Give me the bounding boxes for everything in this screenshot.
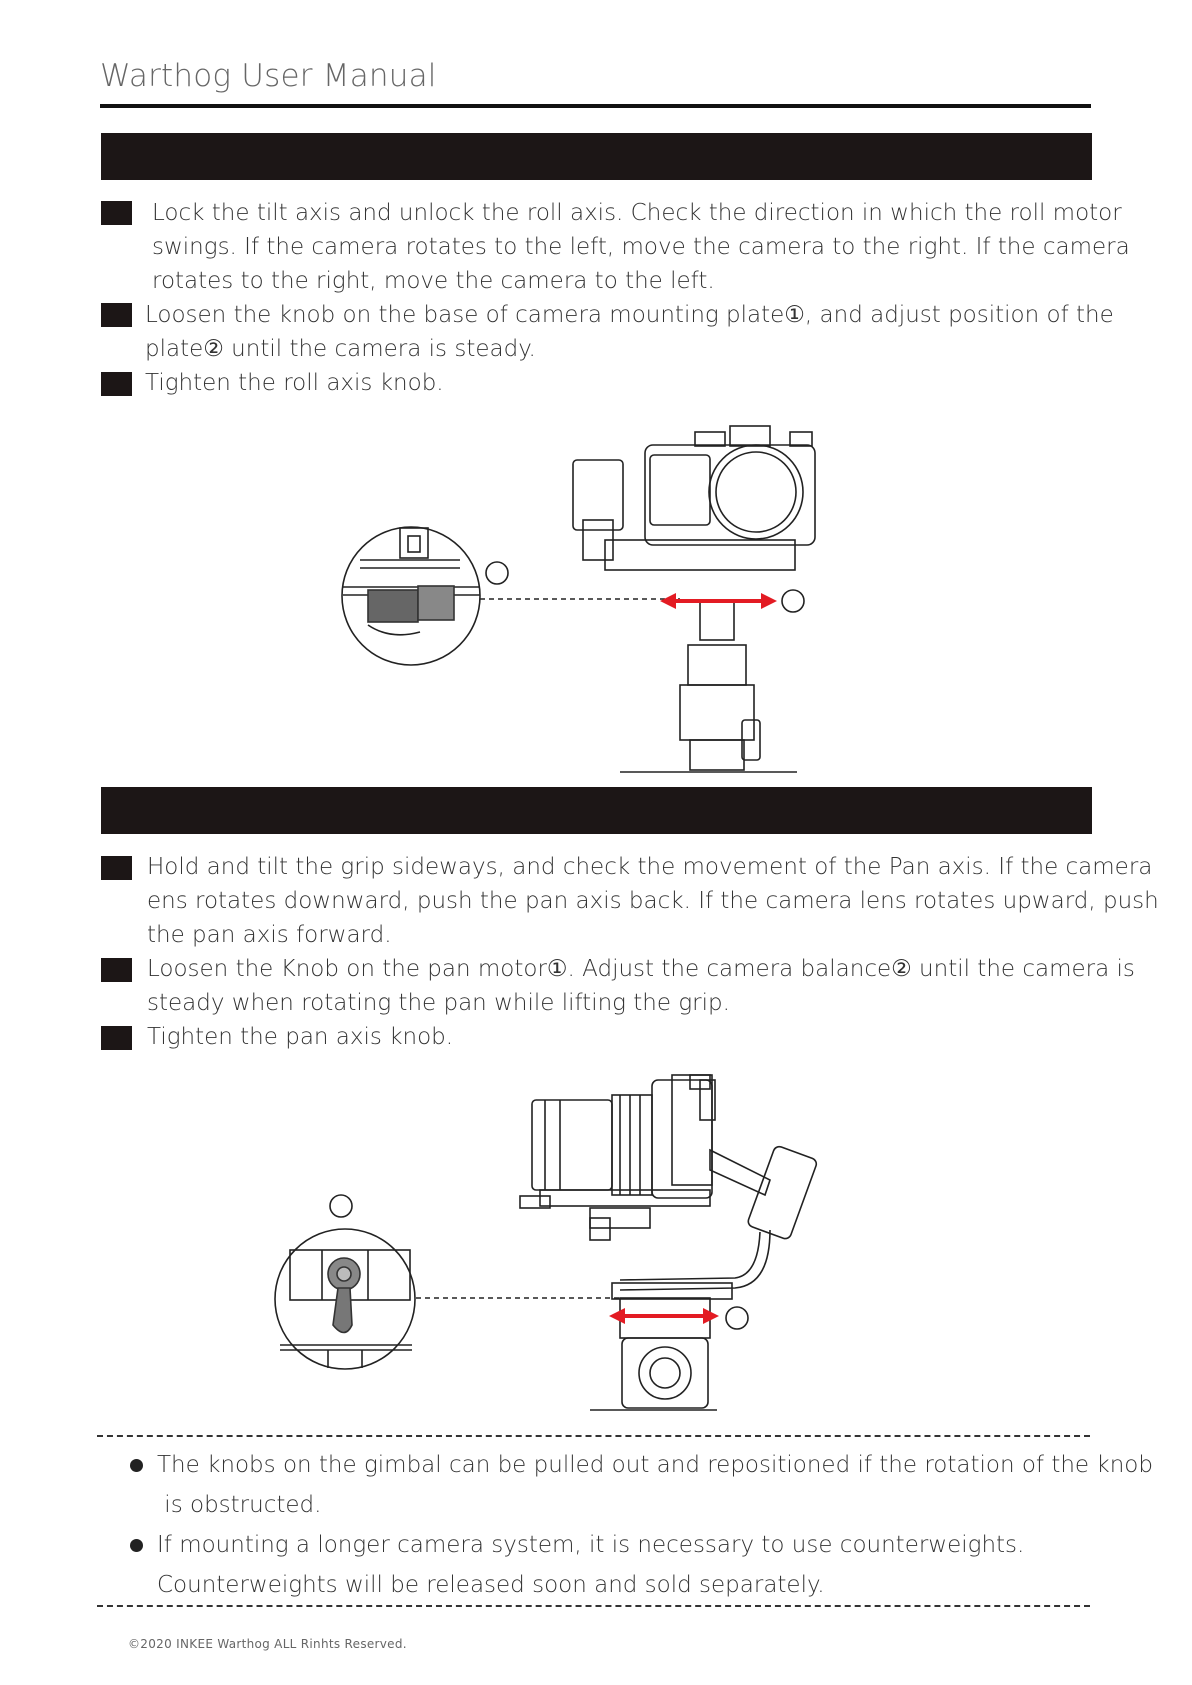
roll-adjust-arrow (660, 593, 777, 609)
header-rule (100, 104, 1091, 108)
page-title: Warthog User Manual (100, 58, 437, 94)
pan-step-1 (147, 850, 1159, 952)
note-bullet-1 (130, 1459, 143, 1472)
roll-knob-lever (418, 586, 454, 620)
pan-step-2 (147, 952, 1135, 1020)
roll-knob-magnifier (342, 527, 480, 665)
pan-knob-magnifier (275, 1229, 415, 1369)
section-bar-roll (101, 133, 1092, 180)
roll-knob-detail (368, 590, 418, 622)
note-1-line-1: The knobs on the gimbal can be pulled out and repositioned if the rotation of the knob (157, 1452, 1153, 1478)
roll-step-1-line-2: swings. If the camera rotates to the left, move the camera to the right. If the camera (152, 234, 1130, 260)
roll-step-2-line-2: plate② until the camera is steady. (145, 336, 536, 362)
note-1-line-2: is obstructed. (157, 1492, 322, 1518)
notes-divider-bottom (97, 1605, 1090, 1607)
step-marker-4 (101, 856, 132, 880)
note-1 (157, 1445, 1153, 1525)
pan-step-3 (147, 1020, 453, 1054)
notes-divider-top (97, 1435, 1090, 1437)
callout-circle-2b (726, 1307, 748, 1329)
roll-step-1-line-3: rotates to the right, move the camera to the left. (152, 268, 715, 294)
step-marker-3 (101, 372, 132, 396)
pan-step-1-line-2: ens rotates downward, push the pan axis back. If the camera lens rotates upward, push (147, 888, 1159, 914)
note-bullet-2 (130, 1539, 143, 1552)
step-marker-5 (101, 958, 132, 982)
pan-adjust-arrow (609, 1308, 719, 1324)
note-2-line-2: Counterweights will be released soon and sold separately. (157, 1572, 825, 1598)
note-2-line-1: If mounting a longer camera system, it is necessary to use counterweights. (157, 1532, 1025, 1558)
step-marker-2 (101, 303, 132, 327)
callout-circle-1b (330, 1195, 352, 1217)
section-bar-pan (101, 787, 1092, 834)
pan-knob (328, 1258, 360, 1290)
pan-step-1-line-3: the pan axis forward. (147, 922, 392, 948)
callout-circle-2 (782, 590, 804, 612)
pan-step-2-line-1: Loosen the Knob on the pan motor①. Adjust the camera balance② until the camera is (147, 956, 1135, 982)
roll-step-3-line-1: Tighten the roll axis knob. (145, 370, 444, 396)
note-2 (157, 1525, 1024, 1605)
pan-gimbal-arm (590, 1145, 818, 1410)
roll-step-3 (145, 366, 444, 400)
step-marker-1 (101, 201, 132, 225)
pan-step-2-line-2: steady when rotating the pan while lifting the grip. (147, 990, 730, 1016)
pan-knob-center (337, 1267, 351, 1281)
pan-step-1-line-1: Hold and tilt the grip sideways, and check the movement of the Pan axis. If the camera (147, 854, 1153, 880)
roll-gimbal-body (573, 460, 797, 772)
pan-camera-body (520, 1075, 715, 1240)
roll-step-1-line-1: Lock the tilt axis and unlock the roll axis. Check the direction in which the roll motor (152, 200, 1122, 226)
callout-circle-1 (486, 562, 508, 584)
footer-copyright: ©2020 INKEE Warthog ALL Rinhts Reserved. (128, 1637, 407, 1651)
step-marker-6 (101, 1026, 132, 1050)
roll-step-2 (145, 298, 1114, 366)
roll-step-1 (152, 196, 1130, 298)
pan-step-3-line-1: Tighten the pan axis knob. (147, 1024, 454, 1050)
roll-step-2-line-1: Loosen the knob on the base of camera mounting plate①, and adjust position of the (145, 302, 1114, 328)
roll-camera-body (645, 426, 815, 545)
pan-knob-lever (333, 1288, 352, 1333)
